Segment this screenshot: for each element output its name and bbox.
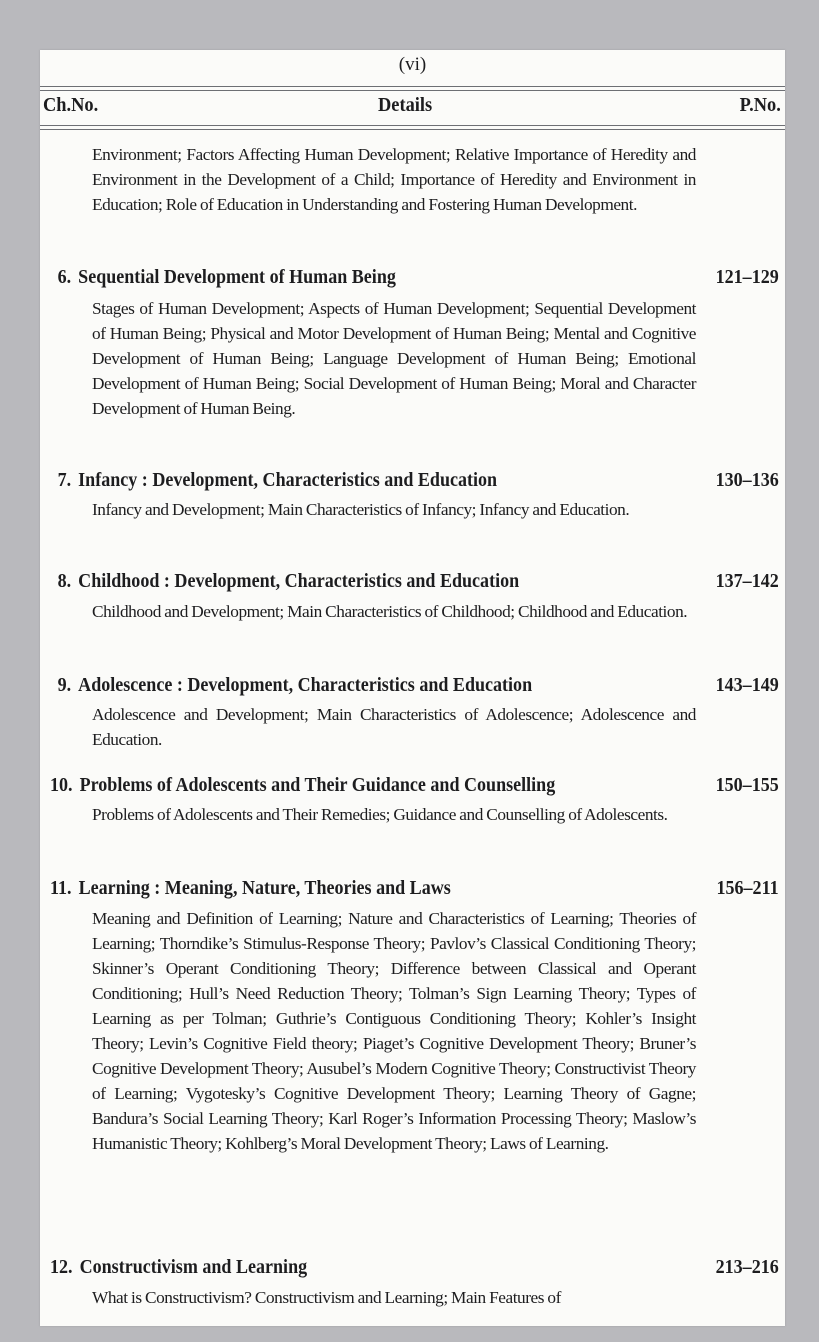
chapter-pages: 121–129 — [715, 266, 779, 288]
chapter-number: 10. — [50, 774, 73, 796]
chapter-title: 11. Learning : Meaning, Nature, Theories and Laws — [50, 877, 451, 899]
chapter-description: Problems of Adolescents and Their Remedies; Guidance and Counselling of Adolescents. — [92, 805, 668, 824]
chapter-description: Stages of Human Development; Aspects of Human Development; Sequential Development of Human Being; Physical and Motor Development of Human Being; Mental and Cognitive Development of Human Being; Language Development of Human Being; Emotional Development of Human Being; Social Development of Human Being; Moral and Character Development of Human Being. — [92, 299, 696, 418]
chapter-title: 6. Sequential Development of Human Being — [50, 266, 396, 289]
chapter-pages: 130–136 — [715, 469, 779, 491]
header-page-number: P.No. — [739, 94, 781, 116]
chapter-title: 10. Problems of Adolescents and Their Guidance and Counselling — [50, 774, 556, 796]
chapter-description: Infancy and Development; Main Characteristics of Infancy; Infancy and Education. — [92, 500, 630, 519]
chapter-description: Environment; Factors Affecting Human Development; Relative Importance of Heredity and Environment in the Development of a Child; Importance of Heredity and Environment in Education; Role of Education in Understanding and Fostering Human Development. — [92, 145, 696, 214]
chapter-title: 12. Constructivism and Learning — [50, 1256, 308, 1278]
header-top-rule — [40, 86, 785, 91]
chapter-number: 11. — [50, 877, 72, 899]
chapter-pages: 143–149 — [715, 674, 779, 696]
chapter-pages: 150–155 — [715, 774, 779, 796]
chapter-title: 9. Adolescence : Development, Characteristics and Education — [50, 674, 532, 697]
book-page — [40, 50, 785, 1326]
chapter-description: Childhood and Development; Main Characteristics of Childhood; Childhood and Education. — [92, 602, 688, 621]
chapter-number: 6. — [57, 266, 72, 288]
header-details: Details — [378, 94, 433, 116]
chapter-number: 7. — [57, 469, 72, 491]
chapter-number: 12. — [50, 1256, 73, 1278]
chapter-pages: 156–211 — [716, 877, 779, 899]
chapter-title: 8. Childhood : Development, Characteristics and Education — [50, 570, 519, 593]
chapter-description: Meaning and Definition of Learning; Nature and Characteristics of Learning; Theories of Learning; Thorndike’s Stimulus-Response Theory; Pavlov’s Classical Conditioning Theory; Skinner’s Operant Conditioning Theory; Difference between Classical and Operant Conditioning; Hull’s Need Reduction Theory; Tolman’s Sign Learning Theory; Types of Learning as per Tolman; Guthrie’s Contiguous Conditioning Theory; Kohler’s Insight Theory; Levin’s Cognitive Field theory; Piaget’s Cognitive Development Theory; Bruner’s Cognitive Development Theory; Ausubel’s Modern Cognitive Theory; Constructivist Theory of Learning; Vygotesky’s Cognitive Development Theory; Learning Theory of Gagne; Bandura’s Social Learning Theory; Karl Roger’s Information Processing Theory; Maslow’s Humanistic Theory; Kohlberg’s Moral Development Theory; Laws of Learning. — [92, 909, 696, 1153]
page-number: (vi) — [398, 54, 427, 75]
chapter-pages: 137–142 — [715, 570, 779, 592]
header-chapter-number: Ch.No. — [43, 94, 99, 116]
chapter-number: 8. — [57, 570, 72, 592]
header-bottom-rule — [40, 125, 785, 130]
chapter-description: What is Constructivism? Constructivism and Learning; Main Features of — [92, 1288, 561, 1307]
chapter-number: 9. — [57, 674, 72, 696]
chapter-pages: 213–216 — [715, 1256, 779, 1278]
chapter-title: 7. Infancy : Development, Characteristics and Education — [50, 469, 497, 492]
chapter-description: Adolescence and Development; Main Characteristics of Adolescence; Adolescence and Education. — [92, 705, 696, 749]
